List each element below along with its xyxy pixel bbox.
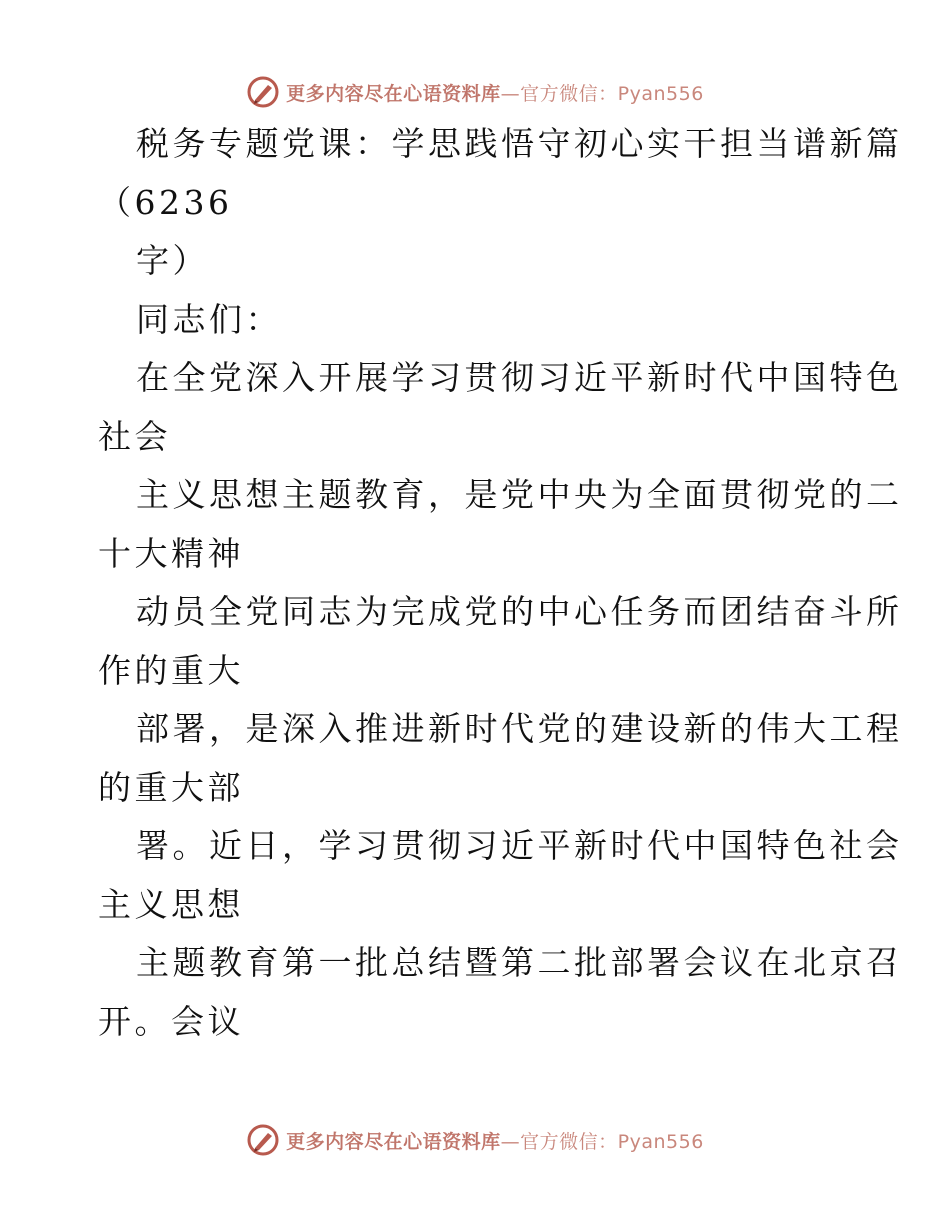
text-line: 的重大部 (98, 767, 244, 807)
text-line: 主义思想主题教育，是党中央为全面贯彻党的二 (136, 475, 903, 514)
text-line: 署。近日，学习贯彻习近平新时代中国特色社会 (136, 826, 903, 865)
text-line: 部署，是深入推进新时代党的建设新的伟大工程 (136, 709, 903, 748)
text-line: 社会 (98, 416, 171, 456)
footer-watermark (0, 1120, 950, 1160)
text-line: 同志们： (136, 299, 282, 339)
pen-seal-icon (246, 1123, 280, 1157)
text-line: （6236 (98, 182, 233, 222)
header-watermark (0, 72, 950, 112)
text-line: 税务专题党课：学思践悟守初心实干担当谱新篇 (136, 124, 903, 163)
watermark-text-rest: —官方微信：Pyan556 (500, 1130, 704, 1153)
watermark-text-rest: —官方微信：Pyan556 (500, 82, 704, 105)
text-line: 十大精神 (98, 533, 244, 573)
document-body (98, 115, 903, 1051)
text-line: 动员全党同志为完成党的中心任务而团结奋斗所 (136, 592, 903, 631)
watermark-text (286, 1127, 704, 1154)
pen-seal-icon (246, 75, 280, 109)
text-line: 字） (136, 241, 209, 280)
text-line: 在全党深入开展学习贯彻习近平新时代中国特色 (136, 358, 903, 397)
text-line: 开。会议 (98, 1001, 244, 1041)
text-line: 主义思想 (98, 884, 244, 924)
watermark-text (286, 79, 704, 106)
watermark-text-main: 更多内容尽在心语资料库 (286, 1130, 501, 1153)
text-line: 主题教育第一批总结暨第二批部署会议在北京召 (136, 943, 903, 982)
text-line: 作的重大 (98, 650, 244, 690)
watermark-text-main: 更多内容尽在心语资料库 (286, 82, 501, 105)
